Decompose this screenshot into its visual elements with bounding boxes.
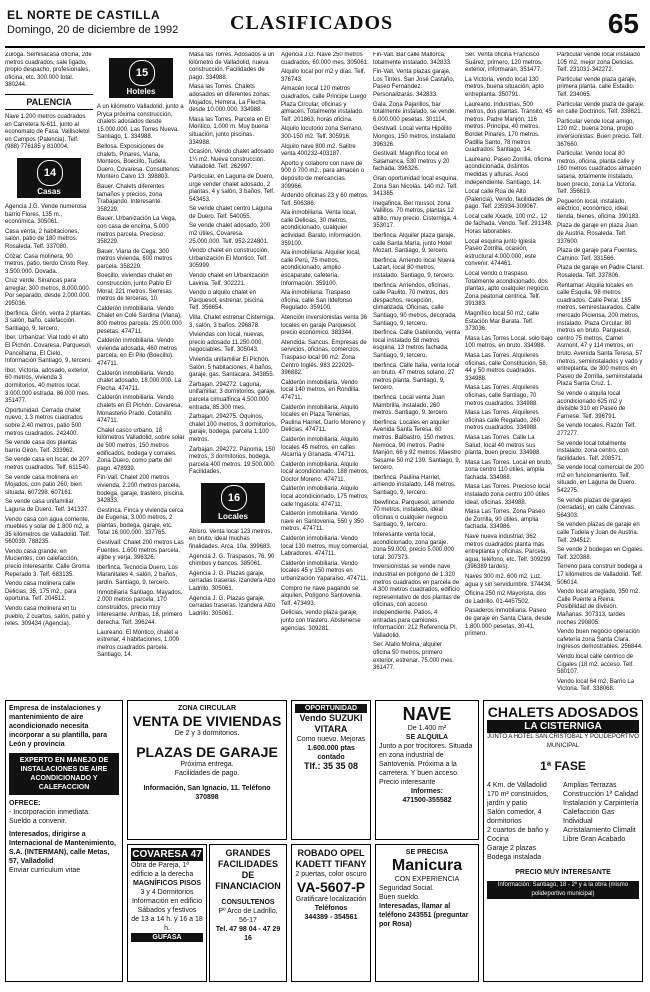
ad-text: Zarbajan. 294272. Laguna, unifamiliar, 3 dormitorios, garaje, parcela cimualfinca 4.500.000 entrada, 85.300 mes. — [189, 381, 276, 411]
ad-text: Gestivall. Chalet 200 metros Las Fuentes. 1.600 metros parcela, aljibe y verja. 396326. — [97, 540, 184, 562]
ad-line: Libre Gran Acabado — [563, 836, 626, 843]
ad-text: Ocasión. Vendo chalet adosado 1¼ m2. Nueva construcción. Valladolid. Telf. 262997. — [189, 149, 274, 171]
ad-text: Calderón inmobiliaria. Alquilo local acondicionado, 175 metros, calle Ingasola. 474711. — [281, 486, 369, 508]
ad-text: Calderón inmobiliaria. Vendo local 130 metros, muy comercial, Labradores. 474711. — [281, 536, 369, 558]
category-badge — [17, 158, 81, 198]
ad-text: Vendo casa molinera en tu pueblo, 2 cuartos, salón, patio y reles. 309434 (Agencia). — [5, 606, 90, 628]
ad-text: Se vende local totalmente instalado, zona centro, con facilidades. Telf. 208571. — [557, 440, 629, 462]
ad-text: Local vendo o traspaso. Totalmente acondicionado, dos plantas, apto cualquier negocio. Zona peatonal céntrica. Telf. 391383. — [465, 271, 550, 308]
column-4 — [281, 52, 369, 692]
ad-financiacion — [209, 844, 287, 982]
category-number: 16 — [221, 485, 247, 511]
ad-line: Facilidades de pago. — [174, 770, 240, 777]
ad-text: Fin-Vall. Bar calle Mallorca, totalmente instalado. 342833. — [373, 52, 452, 66]
ad-text: Agencia J. G. Plazas garaje, cerradas traseras. Izandera Alzo Ladrillo. 305061. — [189, 570, 276, 593]
ad-text: Se vende plazas de garajes (cerradas), en calle Cánovas. 564303. — [557, 497, 636, 519]
ad-line: Construcción 1ª Calidad — [563, 791, 638, 798]
ad-line: 344389 - 354561 — [304, 914, 358, 921]
ad-text: Calderón inmobiliaria. Alquilo local acondicionado, 188 metros, Doctor Moreno. 474711. — [281, 461, 369, 483]
ad-text: Bellosa. Exposiciones de chalets. Pinares, Viana, Monteos, Boecillo, Tudela Duero, Covaresa. Consultenos: Montero Calvo 13. 398803. — [97, 143, 181, 181]
ad-text: Alquilo locutorio zona Serrano, 300-150 m2. Telf. 305916. — [281, 126, 363, 140]
ad-text: Pasaderos inmobiliaria. Paseo de garaje en Santa Clara, desde 1.800.000 pesetas. 30-41, primero. — [465, 608, 552, 638]
ad-line: OPORTUNIDAD — [295, 704, 367, 713]
ad-text: Vendo local calle céntrico de Cigales (18 m2. acceso. Telf. 580107. — [557, 653, 634, 676]
ad-text: Nave nueva industrial, 362 metros cuadrados planta más entreplanta y oficinas. Parcela, agua, teléfono, etc. Telf. 309299 (396389 tardes). — [465, 534, 551, 571]
ad-text: Inegafinca. Ber mussol, zona Vallillos. 70 metros, plantas 12 altillo, muy precio. Cisterniga, 4. 353017. — [373, 200, 459, 230]
ad-text: Plaza de garaje para Fuentes, Camino. Telf. 331566. — [557, 248, 638, 262]
ad-text: Particular vende plaza garaje, primera planta, calle Estadio. Telf. 234065. — [557, 76, 637, 98]
ad-line: Instalación y Carpintería — [563, 800, 639, 807]
ad-line: 3 y 4 Dormitorios — [140, 889, 194, 896]
category-number: 15 — [129, 60, 155, 86]
ad-text: Masa Las Torres. Alquileres oficinas, calle Constitución, 58, 44 y 50 metros cuadrados. 334988. — [465, 352, 548, 382]
ad-text: Oportunidad. Cerrada chalet nuevo, 1.3 metros cuadrados sobre 2,40 metros, patio 500 metros cuadrados. 242400. — [5, 407, 83, 437]
ad-text: Cruz verde. Sinancas para arreglar, 300 metros, 8.000.000. Por separado, desde 2.000.000. 295036. — [5, 278, 91, 308]
ad-line: Vendo SUZUKI VITARA — [299, 713, 363, 734]
ad-line: CON EXPERIENCIA — [394, 876, 460, 883]
ad-text: Agencia J. G. Plazas garaje, cerradas traseras. Izandera Alzo Ladrillo. 305061. — [189, 595, 276, 617]
ad-text: Particular vende local amigo, 120 m2., buena zona, propio inversionistas. Buen precio. Telf. 367660. — [557, 118, 643, 148]
ad-text: Laureano. Industrias, 500 metros, dos plantas. Tránsito, 45 metros. Padre Manjón, 116 metros. Principa, 40 metros. Bordet Pinares, 170 metros. Padilla Santo, 78 metros cuadrados. Santiago, 14. — [465, 101, 553, 154]
ad-line: Amplias Terrazas — [563, 782, 617, 789]
ad-text: La Victoria, vendo local 130 metros, buena situación, apto entreplanta. 350791. — [465, 76, 544, 98]
ad-line: JUNTO A HOTEL SAN CRISTOBAL Y POLIDEPORTIVO MUNICIPAL — [487, 734, 639, 749]
ad-text: Naves 300 m2. 600 m2. Luz, agua y sin servidumbre. 374434. — [465, 574, 553, 588]
ad-line: VA-5607-P — [296, 879, 366, 895]
ad-text: Se vende casa dos plantas barrio Girón. Telf. 333962. — [5, 440, 78, 454]
column-5 — [373, 52, 461, 692]
ad-logo-gufasa: GUFASA — [131, 933, 203, 942]
ad-line: GRANDES FACILIDADES DE FINANCIACION — [215, 848, 281, 891]
ad-text: Vendo chalet en construcción, Urbanización El Montico. Telf. 305999. — [189, 248, 270, 270]
ad-text: Plaza de garaje en Padre Claret. Rosaleda. Telf. 337806. — [557, 265, 645, 280]
ad-text: Compro ne nave pagando se alquilen. Polígono Santovenia. Telf. 473493. — [281, 585, 363, 607]
ad-text: Se vende casa molinera en Mojados, con patio 260, bien situada. 607298. 607161. — [5, 474, 82, 496]
ad-text: Iberfinca. Locales en alquiler Avenida Santa Teresa. 60 metros. Balbastro, 150 metros. Nemoca, 90 metros. Padre Manjón, 66 y 92 metros. Maestro Sesame 50 m2 139. Santiago, 9, tercero. — [373, 419, 461, 472]
ad-text: Casa venta, 2 habitaciones, salón, patio de 180 metros. Rosaleda. Telf. 337080. — [5, 228, 80, 250]
ad-text: Ardendo oficinas 23 y 60 metros. Telf. 506386. — [281, 193, 369, 207]
column-6 — [465, 52, 553, 692]
ad-text: Inmobiliaria Santiago. Mayados. 2.000 metros parcela. 170 construidos, precio muy interesante. Arribas, 18, primero derecha. Telf. 396244. — [97, 589, 183, 626]
ad-line: ROBADO OPEL KADETT TIFANY — [295, 848, 367, 869]
ad-text: Iberfinca. Arriendos, oficinas, calle Paulito, 70 metros, dos despachos, recepción, climatizada. Oficinas, calle Santiago, 90 metros, decorada. Santiago, 9, tercero. — [373, 282, 457, 327]
ad-text: Ata inmobiliaria. Alquiler local, calle Perú, 75 metros, acondicionado, amplio escaparate, cafetería. Información. 359100. — [281, 250, 361, 287]
ad-text: Alquilo nave 800 m2. Salitre venta 400232-403187. — [281, 143, 356, 158]
ad-line: Teléfonos — [314, 905, 348, 912]
ad-text: Vendo local 64 m2, Barrio La Victoria. Telf. 338068. — [557, 678, 635, 692]
ad-text: Iberfinca. Local venta Juan Mambrilla, instalado, 260 metros. Santiago, 9, tercero. — [373, 394, 449, 417]
ad-venta-viviendas — [127, 700, 287, 840]
ad-text: Interesante venta local, acondicionado, zona garaje. zona 59.000, precio 5.000.000 total. 307373. — [373, 532, 455, 561]
ad-text: Zarbajan. 294275. Oquinos, chalet 100 metros, 3 dormitorios, garaje, bodega, parcela 1.100 metros. — [189, 414, 277, 443]
ad-text: Inversionistas se vende nave industrial en polígono de 1.320 metros cuadrados en parcela de 4.300 metros cuadrados, edificio representativo de dos plantas de oficinas, con acceso independiente. Patios, 4 entradas para camiones. Información: 212 Referencia PI. Valladolid. — [373, 564, 461, 639]
ad-text: Masa las Torres. Chalets adosados en diferentes zonas: Mojados, Herrera, La Flecha, desde 10.000.000. 334988. — [189, 84, 271, 114]
issue-date: Domingo, 20 de diciembre de 1992 — [7, 24, 179, 36]
ad-line: COVARESA 47 — [132, 849, 202, 860]
ad-text: Calderón inmobiliaria. Vendo local 140 metros, en Rondilla. 474711. — [281, 379, 361, 401]
ad-line: PRECIO MUY INTERESANTE — [515, 869, 611, 876]
ad-text: Calderón inmobiliaria. Vendo chalets en El Pichón. Covaresa, Monasterio Prado. Cotanillo. 474711. — [97, 395, 183, 425]
ad-text: Peguerón local, instalado, eléctrico, económico, ideal tienda, bienes, oficina. 390183. — [557, 198, 641, 220]
ad-line: Manicura — [391, 857, 463, 874]
ad-text: Atendida. Sancus. Empresas de servicios, oficinas, comercios. Traspaso local 90 m2. Zona Centro Inglés. 983 222029-396882. — [281, 339, 367, 377]
page-number: 65 — [607, 8, 639, 39]
ad-text: Ibewfinca. Parquesol, arriendo 70 metros, instalado, ideal oficinas o cualquier negocio. Santiago, 9, tercero. — [373, 499, 455, 529]
ad-chalets-adosados — [483, 700, 643, 982]
ad-text: Local calle Xxade, 100 m2., 12 de fachada. Vendo. Telf. 291348. Horas laborables. — [465, 213, 553, 236]
ad-text: Vendo o alquilo chalet en Parquesol, estrenar, piscina. Telf. 356654. — [189, 290, 265, 312]
ad-text: A un kilómetro Valladolid, junto a Pryca próxima construcción, chalets adosados desde 15.000.000. Las Torres Nueva. Santiago, 1. 334988. — [97, 104, 184, 141]
ad-line: OFRECE: — [9, 800, 41, 807]
ad-text: Gestivall. Local venta Hipólito Mongos, 150 metros, instalado. 396326. — [373, 126, 457, 148]
ad-text: Masa Las Torres. Alquileres oficinas, calle Santiago, 70 metros cuadrados. 334988. — [465, 385, 539, 407]
ad-robado-opel — [291, 844, 371, 982]
column-2 — [97, 52, 185, 692]
ad-line: Interesados, dirigirse a Internacional de Mantenimiento, S.A. (INTERMAN), calle Metas, 57, Valladolid — [9, 831, 116, 865]
ad-features-left — [487, 781, 563, 862]
ad-text: Iberfinca. Arriendo local Nueva Lazart, local 80 metros, instalado. Santiago, 9, tercero. — [373, 257, 455, 280]
ad-covaresa — [127, 844, 207, 982]
ad-text: Fin-Vall. Chalet 200 metros vivienda, 2.200 metros parcela, bodega, garaje, trastero, piscina. 342833. — [97, 475, 185, 505]
ad-text: Plaza de garaje en plaza Juan de Austria. Rosaleda. Telf. 337600. — [557, 223, 638, 245]
ad-text: Iberfinca. Calle Gabilondo, venta local instalado 58 metros esquina, 13 metros fachada. Santiago, 9, tercero. — [373, 330, 461, 359]
ad-line: Tel. 47 98 04 - 47 29 16 — [215, 926, 281, 942]
column-3 — [189, 52, 277, 692]
ad-text: Iberfinca. Tecnocia Duero, Los Maranitales 4, salón, 2 baños, jardín. Santiago, 9, tercero. — [97, 564, 178, 587]
ad-text: Calderón inmobiliaria. Vendo Chalet en Colé Sardina (Viana), 800 metros parcela. 25.000.000 pesetas. 474711. — [97, 305, 182, 335]
ad-text: Bauer. Chalets diferentes tamaños y precios, zona Trabajando. Interesante. 358229. — [97, 183, 165, 213]
ad-text: Zuloga. Semisacasa oficina, 2de metros cuadrados, sale ligado, propio despacho, profesionales, oficina, etc. 300.000 total. 380244. — [5, 52, 92, 89]
ad-line: Junto a por trocitores. Situada en zona industrial de Santovenia. Próxima a la carretera. Y buen acceso. Precio interesante — [379, 743, 473, 786]
ad-line: CHALETS ADOSADOS — [487, 704, 639, 720]
ad-text: Vendo casa grande, en Mucientes, con calefacción, precio interesante. Calle Groma Reperado 3. Telf. 683135. — [5, 548, 90, 578]
ad-text: Iberfinca. Paulina Harriet, arriendo instalado, 148 metros. Santiago, 9, tercero. — [373, 474, 456, 497]
ad-text: Particular. Vendo local 80 metros, oficina, planta calle y 160 metros cuadrados almacén satana, totalmente instalado, buen precio, zona La Victoria. Telf. 356619. — [557, 151, 642, 196]
ad-text: Almacén local 120 metros cuadrados, calle Principe Luego Plaza Circular, oficinas y almacén. Totalmente instalado. Telf. 201863, horas oficina. — [281, 86, 367, 123]
ad-text: Se vende locales. Razón Telf. 277277. — [557, 423, 636, 437]
ad-line: 471500-355582 — [402, 797, 452, 804]
ad-text: Terreno para construir bodega a 17 kilómetros de Valladolid. Telf. 506014. — [557, 564, 643, 586]
ad-text: Gala. Zona Pajarillos, bar totalmente instalado, se vende. 6.000.000 pesetas. 301114. — [373, 101, 457, 123]
ad-text: Agencia J.G. Nave 250 metros cuadrados, 60.000 mes. 305061. — [281, 52, 369, 66]
ad-text: Iberfinca. Girón, venta 2 plantas, 3 salón, baño, calefacción. Santiago, 9, tercero. — [5, 310, 92, 332]
category-number: 14 — [37, 160, 63, 186]
ad-line: Acristalamiento Climalit — [563, 827, 636, 834]
ad-text: Agencia J. G. Traspasos, 76, 90 chimbos y bancos. 385061. — [189, 553, 275, 568]
ad-text: Nave 1.200 metros cuadrados en Carretera N-611, junto al economato de Fasa. Vallisoletol en Campos (Palencia). Telf. (988) 776185 y 810004. — [5, 113, 90, 151]
ad-line: ZONA CIRCULAR — [177, 705, 237, 712]
ad-line: 4 Km. de Valladolid — [487, 782, 547, 789]
ad-text: Zarbajan. 294272. Panoma, 150 metros, 3 dormitorios, bodega, parcela 400 metros. 19.500.000. Facilidades. — [189, 446, 276, 476]
ad-line: - Incorporación inmediata. — [9, 809, 90, 816]
ad-line: De 2 y 3 dormitorios. — [174, 730, 240, 737]
ad-text: Calderón inmobiliaria. Vendo vivienda adosada, 460 metros parcela, en El Pilo (Boecillo). 474711. — [97, 338, 178, 367]
ad-line: LA CISTERNIGA — [487, 720, 639, 733]
ad-text: Rentamar. Alquila locales en calle Esquila, 98 metros cuadrados. Calle Peral, 185 metros, semirestaurados. Calle mercado Piciensa, 200 metros, instalado. Plaza Circular, 80 metros en bruto. Parquesol, centro 75 metros, Camel Asmont, 47 y 114 metros, en bruto. Avenida Santa Teresa, 57 metros, semiinstalados y vado y entreplanta, de 300 metros en Paseo de Zorrilla, semiinstalada Plaza Santa Cruz. 1. — [557, 282, 643, 388]
ad-line: Pº Arco de Ladrillo, 56-17 — [218, 908, 278, 924]
ad-line: MAGNÍFICOS PISOS — [132, 880, 202, 887]
ad-text: Se vende casa unifamiliar Laguna de Duero. Telf. 341337. — [5, 499, 89, 513]
ad-line: Interesadas, llamar al teléfono 243551 (preguntar por Rosa) — [379, 903, 469, 928]
ad-text: Cózar. Casa molinera, 90 metros, patio, tierdo Cristo Rey. 3.500.000. Dovada. — [5, 253, 89, 275]
ad-text: Gestinca. Finca y vivienda cerca de Eugenia, 3.000 metros, 2 plantas, bodega, garaje, etc. Total 16.000.000. 337765. — [97, 507, 184, 537]
ad-features-right — [563, 781, 639, 844]
ad-text: Calderón inmobiliaria. Vendo nave en Santovenia, 550 y 350 metros. 474711. — [281, 511, 364, 533]
column-7 — [557, 52, 645, 692]
ad-text: Iber. Urbanizar. Vial todo el alto El Pichón. Covaresa, Parquesol, Pancellama, El Cielo. Información Santiago, 9, tercero. — [5, 335, 93, 365]
ad-text: Calderón inmobiliaria. Alquilo locales en Plaza Tenerías, Paulina Harriet, Darío Moreno y Delicias. 474711. — [281, 404, 366, 434]
ad-text: Vendo local arreglado, 350 m2. Calle Puente a Reina. Posibilidad de división. Mañanas. 307313, tardes noches 290805. — [557, 589, 641, 626]
ad-line: SE ALQUILA — [405, 734, 449, 741]
ad-line: Salón comedor, 4 dormitorios — [487, 809, 542, 825]
ad-line: De 1.400 m² — [407, 725, 447, 732]
ad-line: de 13 a 14 h. y 16 a 18 h. — [131, 916, 203, 932]
ad-line: Información en edificio — [131, 898, 203, 905]
ad-line: Seguridad Social. — [379, 885, 434, 892]
ad-text: Iberfinca. Alquiler plaza garaje, calle Santa María, junto Hotel Mozart. Santiago, 9, tercero. — [373, 233, 456, 255]
category-label: Hoteles — [126, 87, 156, 96]
ad-line: Buen sueldo. — [379, 894, 420, 901]
ad-text: Particular, en Laguna de Duero, urge vender chalet adosado, 2 plantas, 4 y salón, 3 baños. Telf. 543453. — [189, 173, 275, 203]
ad-line: VENTA DE VIVIENDAS — [132, 713, 282, 729]
ad-text: Gestivall. Magnífico local en Salamanca, 530 metros y 20 fachada. 396326. — [373, 151, 450, 173]
ad-line: 2 puertas, color oscuro — [295, 871, 367, 878]
masthead — [5, 6, 645, 48]
ad-text: Villa. Chalet estrenar Cisterniga. 3, salón, 3 baños. 296878. — [189, 315, 275, 329]
ad-text: Masa las Torres. Adosados a un kilómetro de Valladolid, nueva construcción. Facilidades de pago. 334988. — [189, 52, 275, 81]
ad-text: Bauer. Viana de Cega. 300 metros vivienda. 600 metros parcela. 358229. — [97, 248, 173, 270]
ad-manicura — [375, 844, 479, 982]
ad-line: Obra de Pareja, 1ª edificio a la derecha — [131, 862, 194, 878]
ad-line: Información: Santiago, 18 - 2º y a la obra (mismo polideportivo municipal) — [487, 881, 639, 899]
ad-line: 170 m² construidos, jardín y patio — [487, 791, 549, 807]
ad-line: Calefacción Gas Individual — [563, 809, 615, 825]
ad-line: Información, San Ignacio, 11. Teléfono 370898 — [143, 785, 271, 801]
ad-line: Tlf.: 35 35 08 — [303, 761, 359, 771]
ad-text: Se vende local comercial de 200 m2 en funcionamiento. Telf. situado, en Laguna de Duero. 542275. — [557, 465, 644, 495]
classifieds-columns — [5, 52, 645, 692]
ad-line: NAVE — [402, 704, 452, 724]
paper-name: EL NORTE DE CASTILLA — [7, 8, 161, 22]
display-ads — [5, 700, 645, 985]
ad-line: EXPERTO EN MANEJO DE INSTALACIONES DE AIRE ACONDICIONADO Y CALEFACCION — [9, 753, 119, 795]
ad-text: Vendo chalet en Urbanización Lavinia. Telf. 302221. — [189, 273, 269, 287]
ad-line: 1ª FASE — [540, 759, 586, 773]
section-heading: PALENCIA — [5, 94, 93, 110]
ad-line: 1.600.000 ptas contado — [307, 745, 355, 761]
ad-text: Agencia J.G. Vende numerosa barrio Flores, 135 m., económica. 305061. — [5, 203, 87, 226]
ad-line: Gratificaré localización — [295, 896, 367, 903]
ad-text: Boecillo, viviendas chalet en construcción, junto Pablo El Moral, 221 metros. Semisas metros de terceras, 10. — [97, 273, 173, 303]
ad-line: Próxima entrega. — [180, 761, 234, 768]
ad-line: Empresa de instalaciones y mantenimiento de aire acondicionado necesita incorporar a su plantilla, para León y provincia — [9, 705, 108, 748]
ad-line: Como nuevo. Mejoras — [296, 736, 366, 743]
ad-text: Masa Las Torres. Alquileres oficinas calle Regalado, 260 metros cuadrados. 334988. — [465, 410, 541, 432]
ad-text: Ser. Atalio Molina, alquiler oficina 50 metros, primero exterior, estrenar. 75.000 mes. 361477. — [373, 642, 455, 672]
ad-text: Masa Las Torres. Zona Paseo de Zorrilla, 90 útiles, amplia fachada. 334986. — [465, 509, 545, 531]
ad-suzuki-vitara — [291, 700, 371, 840]
ad-text: Ser. Venta oficina Francisco Suárez, primero, 120 metros, exterior, informarán. 351477. — [465, 52, 543, 74]
ad-text: Aporto y colaboro con nave de 900 ó 700 m2., para almacén o depósito de mercancías. 309966. — [281, 160, 365, 190]
ad-text: Se vende casa en Iscar, de 20? metros cuadrados. Telf. 611540. — [5, 457, 91, 471]
ad-text: Alquilo local por m2 y días. Telf. 376743. — [281, 69, 366, 83]
ad-text: Fin-Vall. Venta plazas garaje, Los Tintes. San José Castaño, Paseo Fernández. Personalizarás. 342833. — [373, 69, 455, 98]
ad-line: CONSULTENOS — [221, 899, 275, 906]
ad-text: Iberfinca. Calle Italia, venta local en bruto, 47 metros solano, 27 metros planta. Santiago, 9, tercero. — [373, 362, 460, 392]
ad-line: Informes: — [411, 788, 443, 795]
ad-text: Se vende chalet centro Laguna de Duero. Telf. 540055. — [189, 206, 273, 220]
ad-text: Gran oportunidad local esquina. Zona San Nicolás. 140 m2. Telf. 341385. — [373, 175, 459, 198]
ad-text: Vendo buen negocio operación cafetería zona Santa Clara. Ingresos demostrables. 256844. — [557, 629, 643, 651]
ad-line: Sueldo a convenir. — [9, 818, 67, 825]
ad-line: Bodega instalada — [487, 854, 542, 861]
ad-text: Delicias, vendo plaza garaje, junto con trastero. Abstenerse agencias. 309281. — [281, 610, 361, 632]
ad-line: PLAZAS DE GARAJE — [136, 744, 278, 760]
ad-text: Laureano. El Montico, chalet a estrenar, 4 habitaciones, 1.000 metros cuadrados parcela. Santiago, 14. — [97, 629, 180, 659]
ad-text: Local calle Rúa de Alto (Palencia). Vendo, facilidades de pago. Telf. 235934-309067. — [465, 189, 553, 211]
ad-text: Calderón inmobiliaria. Vendo chalet adosado, 18.000.000. La Flecha. 474711. — [97, 370, 182, 392]
ad-text: Atención inversionistas venta 36 locales en garaje Parquesol, precio económico. 383344. — [281, 315, 368, 337]
ad-text: Calderón inmobiliaria. Vendo locales 45 y 150 metros en urbanización Yaparaíso. 474711. — [281, 560, 369, 582]
ad-text: Masa Las Torres. Local en bruto, zona centro 110 útiles, amplia fachada. 334988. — [465, 459, 553, 481]
ad-text: Vivienda unifamiliar El Pichón. Salón, 5 habitaciones, 4 baños, garaje, gas. Santacara. 343855. — [189, 356, 275, 379]
ad-text: Masa Las Torres. Precioso local instalado zona centro 100 útiles ideal, oficinas. 334988. — [465, 484, 550, 506]
ad-text: Vendo casa molinera calle Delicias, 35, 175 m2., para oportuna. Telf. 204512. — [5, 581, 77, 603]
ad-text: Calderón inmobiliaria. Alquilo locales 45 metros, en calles Alcarria y Granada. 474711. — [281, 436, 359, 459]
ad-text: Ibor. Victoria, adosado, exterior, 60 metros, vivienda 3 dormitorios, 40 metros local. 3.000.000 estrada. 86.000 mes. 351477. — [5, 367, 90, 405]
ad-text: Laureano. Paseo Zorrilla, oficina acondicionada, distintos medidas y alturas. Ascó independiente. Santiago, 14. — [465, 156, 552, 186]
ad-text: Local esquina junto Iglesia Paseo Zorrilla, ocasión, estructural 4.000.000, este convenir. 474461. — [465, 238, 537, 268]
ad-aire-acondicionado — [5, 700, 123, 982]
ad-text: Masa Las Torres Local, solo bajo 100 metros, en bruto. 334988. — [465, 335, 553, 350]
ad-text: Se vende o alquila local acondicionado 625 m2 y divisible 310 en Paseo de Farnese. Telf. 396791. — [557, 390, 626, 420]
ad-line: Sábados y festivos — [137, 907, 197, 914]
ad-line: SE PRECISA — [405, 849, 449, 856]
ad-text: Ata inmobiliaria. Venta local, calle Delicias, 30 metros, acondicionado, cualquier actividad. Barato, información. 359100. — [281, 210, 362, 247]
ad-nave — [375, 700, 479, 840]
ad-text: Viviendas con local, nuevas, precio adosado 11.250.000, negociables. Telf. 305043. — [189, 332, 265, 354]
category-label: Casas — [37, 186, 61, 196]
ad-text: Bauer. Urbanización La Vega, con casa de encima, 5.000 metros parcela. Precioso. 358229. — [97, 216, 177, 246]
ad-line: Garaje 2 plazas — [487, 845, 537, 852]
ad-text: Chalet casco urbano, 18 kilómetros Valladolid, sobre solar de 500 metros, 150 metros edificados, bodega y corrales. Zona Duero, como parte del pago. 478939. — [97, 427, 185, 472]
category-label: Locales — [218, 511, 248, 521]
ad-line: Enviar currículum vitae — [9, 867, 81, 874]
category-badge — [201, 483, 265, 523]
ad-text: Particular vende plaza de garaje, en calle Doctrinos. Telf. 338621. — [557, 101, 645, 116]
ad-text: Se venden plazas de garaje en calle Tudela y Juan de Austria. Telf. 294512. — [557, 522, 640, 544]
ad-text: Particular vende local instalado 105 m2, mejor zona Delicias. Telf. 231031-342272. — [557, 52, 641, 74]
ad-text: Abisro. Venta local 123 metros, en bruto, ideal muchas finalidades. Arca. 10a. 399683. — [189, 528, 273, 551]
ad-text: Masa Las Torres. Calle La Salud, local 40 metros sus planta, buen precio. 334988. — [465, 434, 542, 457]
ad-text: Masa las Torres. Parcela en El Montico, 1.000 m. Muy buena situación, junto piscinas. 334988. — [189, 116, 271, 146]
ad-text: Se vende 2 bodegas en Cigales. Telf. 320388. — [557, 547, 644, 561]
ad-text: Ata inmobiliaria. Traspaso oficina, calle San Ildefonso Regulado. 359100. — [281, 290, 353, 312]
ad-text: Oficina 250 m2 Mayorista, dos de Ladrillo. 01-4457502. — [465, 591, 547, 605]
ad-text: Se vende chalet adosado, 200 m2 útiles, Covaresa. 25.000.000. Telf. 952-224801. — [189, 223, 271, 245]
section-title: CLASIFICADOS — [230, 12, 394, 34]
ad-text: Magnífico local 50 m2, calle Estación Mar Barata. Telf. 373036. — [465, 311, 540, 333]
ad-text: Vendo casa con agua corriente, muebles y solar de 1.800 m2, a 35 kilómetros de Valladolid. Telf. 560039. 788235. — [5, 516, 91, 546]
ad-line: 2 cuartos de baño y Cocina — [487, 827, 549, 843]
category-badge — [109, 58, 173, 98]
column-1 — [5, 52, 93, 692]
